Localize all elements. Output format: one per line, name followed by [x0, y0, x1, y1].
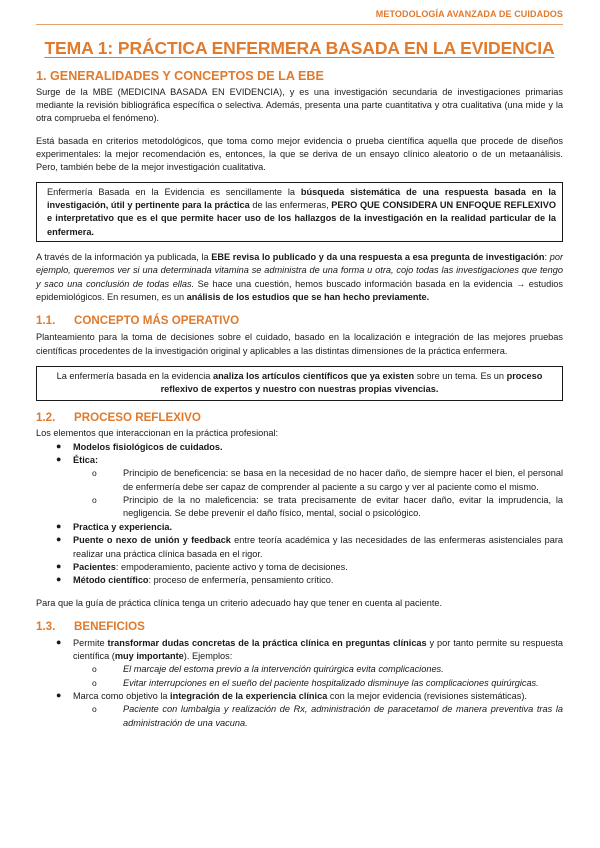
list-item — [36, 561, 563, 574]
list-item — [36, 534, 563, 561]
section-1-heading: 1. GENERALIDADES Y CONCEPTOS DE LA EBE — [36, 69, 324, 84]
running-header: METODOLOGÍA AVANZADA DE CUIDADOS — [375, 9, 563, 19]
list-item — [36, 441, 563, 454]
item-puente — [73, 534, 563, 561]
benefits-list — [36, 637, 563, 730]
section-1-1-title: CONCEPTO MÁS OPERATIVO — [74, 314, 240, 328]
section-1-3-number: 1.3. — [36, 619, 56, 633]
benefit-1-examples — [73, 663, 563, 690]
bullet-icon: ● — [56, 440, 62, 451]
circle-bullet-icon: o — [92, 677, 97, 688]
summary-box-text — [45, 370, 554, 397]
bullet-icon: ● — [56, 574, 62, 585]
circle-bullet-icon: o — [92, 495, 97, 506]
item-no-maleficencia: Principio de la no maleficencia: se trata precisamente de evitar hacer daño, evitar la imprudencia, la negligencia. Se debe prevenir el daño físico, mental, social o psicológico. — [123, 495, 563, 519]
list-item — [36, 574, 563, 587]
item-puente-text: entre teoría académica y las necesidades de las enfermeras asistenciales para realizar una práctica clínica basada en el rigor. — [73, 535, 563, 559]
item-pacientes-bold: Pacientes — [73, 561, 116, 572]
definition-box-text — [47, 186, 556, 239]
section-1-paragraph-1: Surge de la MBE (MEDICINA BASADA EN EVIDENCIA), y es una investigación secundaria de investigaciones primarias mediante la revisión bibliográfica específica o selectiva. Además, presenta una parte cuantitativa y otra cualitativa (una mide y la otra comprueba el fenómeno). — [36, 86, 563, 124]
section-1-2-number: 1.2. — [36, 410, 56, 424]
definition-box — [36, 182, 563, 242]
box-text-2: de las enfermeras, — [249, 200, 332, 211]
sub-list-item — [73, 663, 563, 676]
circle-bullet-icon: o — [92, 704, 97, 715]
benefit-1-text-2: y por tanto permite su respuesta científica ( — [73, 637, 563, 662]
summary-box — [36, 366, 563, 401]
bullet-icon: ● — [56, 560, 62, 571]
summary-text-1: La enfermería basada en la evidencia — [56, 370, 213, 381]
page-title: TEMA 1: PRÁCTICA ENFERMERA BASADA EN LA EVIDENCIA — [44, 38, 555, 58]
benefit-1-text-1: Permite — [73, 637, 108, 648]
list-item — [36, 690, 563, 730]
section-1-3-heading — [36, 619, 563, 636]
benefit-2-text-1: Marca como objetivo la — [73, 691, 171, 702]
benefit-2-text-2: con la mejor evidencia (revisiones sistemáticas). — [327, 691, 527, 702]
section-1-2-title: PROCESO REFLEXIVO — [74, 410, 201, 424]
box-text-1: Enfermería Basada en la Evidencia es sencillamente la — [47, 186, 301, 197]
sub-list-item — [73, 703, 563, 730]
p3-bold-1: EBE revisa lo publicado y da una respuesta a esa pregunta de investigación — [211, 252, 545, 263]
section-1-3-title: BENEFICIOS — [74, 619, 145, 633]
elements-list — [36, 441, 563, 588]
summary-bold-2: proceso reflexivo de expertos y nuestro con nuestras propias vivencias. — [160, 370, 543, 395]
p3-text-3: Se hace una cuestión, hemos buscado información basada en la evidencia → estudios epidemiológicos. En resumen, es un — [36, 278, 563, 303]
p3-bold-2: análisis de los estudios que se han hecho previamente. — [186, 292, 430, 303]
benefit-2 — [73, 690, 563, 703]
item-pacientes-text: : empoderamiento, paciente activo y toma de decisiones. — [115, 561, 348, 572]
header-rule — [36, 24, 563, 25]
list-item — [36, 454, 563, 521]
item-beneficencia: Principio de beneficencia: se basa en la necesidad de no hacer daño, de siempre hacer el bien, el personal de enfermería debe ser capaz de comprender al paciente a su cargo y ver al paciente como el mismo. — [123, 468, 563, 492]
item-etica: Ética: — [73, 455, 99, 466]
section-1-paragraph-3 — [36, 251, 563, 304]
p3-text-1: A través de la información ya publicada, la — [36, 252, 212, 263]
box-bold-1: búsqueda sistemática de una respuesta basada en la investigación, útil y pertinente para la práctica — [47, 186, 556, 211]
section-1-2-intro: Los elementos que interaccionan en la práctica profesional: — [36, 428, 279, 439]
benefit-2-bold-1: integración de la experiencia clínica — [170, 691, 328, 702]
sub-list-item — [73, 677, 563, 690]
summary-text-2: sobre un tema. Es un — [414, 370, 507, 381]
p3-text-2: : — [544, 252, 550, 263]
bullet-icon: ● — [56, 636, 62, 647]
bullet-icon: ● — [56, 454, 62, 465]
section-1-1-paragraph: Planteamiento para la toma de decisiones sobre el cuidado, basado en la localización e integración de las mejores pruebas científicas procedentes de la investigación original y aplicables a las distintas dimensiones de la práctica enfermera. — [36, 332, 563, 356]
benefit-1-bold-2: muy importante — [114, 651, 184, 662]
section-1-2-outro: Para que la guía de práctica clínica tenga un criterio adecuado hay que tener en cuenta al paciente. — [36, 597, 443, 608]
circle-bullet-icon: o — [92, 664, 97, 675]
sub-list-item — [73, 467, 563, 494]
item-modelos: Modelos fisiológicos de cuidados. — [73, 441, 223, 452]
sub-list-item — [73, 494, 563, 521]
bullet-icon: ● — [56, 520, 62, 531]
benefit-1-text-3: ). Ejemplos: — [183, 651, 233, 662]
p3-italic-example: por ejemplo, queremos ver si una determinada vitamina se administra de una forma u otra, cojo todas las investigaciones que tengo y saco una conclusión de todas ellas. — [36, 252, 563, 289]
item-practica: Practica y experiencia. — [73, 521, 173, 532]
bullet-icon: ● — [56, 690, 62, 701]
bullet-icon: ● — [56, 534, 62, 545]
example-sueno: Evitar interrupciones en el sueño del paciente hospitalizado disminuye las complicaciones quirúrgicas. — [123, 677, 539, 688]
example-lumbalgia: Paciente con lumbalgia y realización de Rx, administración de paracetamol de manera preventiva tras la administración de una vacuna. — [123, 704, 563, 728]
summary-bold-1: analiza los artículos científicos que ya existen — [212, 370, 415, 381]
benefit-1-bold-1: transformar dudas concretas de la práctica clínica en preguntas clínicas — [107, 637, 427, 648]
circle-bullet-icon: o — [92, 468, 97, 479]
item-metodo-bold: Método científico — [73, 575, 149, 586]
section-1-2-heading — [36, 410, 563, 427]
item-metodo-text: : proceso de enfermería, pensamiento crítico. — [148, 575, 334, 586]
list-item — [36, 637, 563, 690]
example-estoma: El marcaje del estoma previo a la intervención quirúrgica evita complicaciones. — [123, 664, 444, 675]
box-bold-2: PERO QUE CONSIDERA UN ENFOQUE REFLEXIVO e interpretativo que es el que permite hacer uso de los hallazgos de la investigación en la realidad particular de la enfermera. — [47, 200, 556, 237]
section-1-1-heading — [36, 313, 563, 330]
benefit-2-examples — [73, 703, 563, 730]
benefit-1 — [73, 637, 563, 664]
ethics-sublist — [73, 467, 563, 520]
item-puente-bold: Puente o nexo de unión y feedback — [73, 535, 231, 546]
list-item — [36, 521, 563, 534]
section-1-paragraph-2: Está basada en criterios metodológicos, que toma como mejor evidencia o prueba científica aquella que procede de diseños experimentales: la mejor recomendación es, entonces, la que se deriva de un ensayo clínico aleatorio o de un metaanálisis. Pero, también bebe de la mejor investigación cualitativa. — [36, 135, 563, 173]
section-1-1-number: 1.1. — [36, 314, 56, 328]
